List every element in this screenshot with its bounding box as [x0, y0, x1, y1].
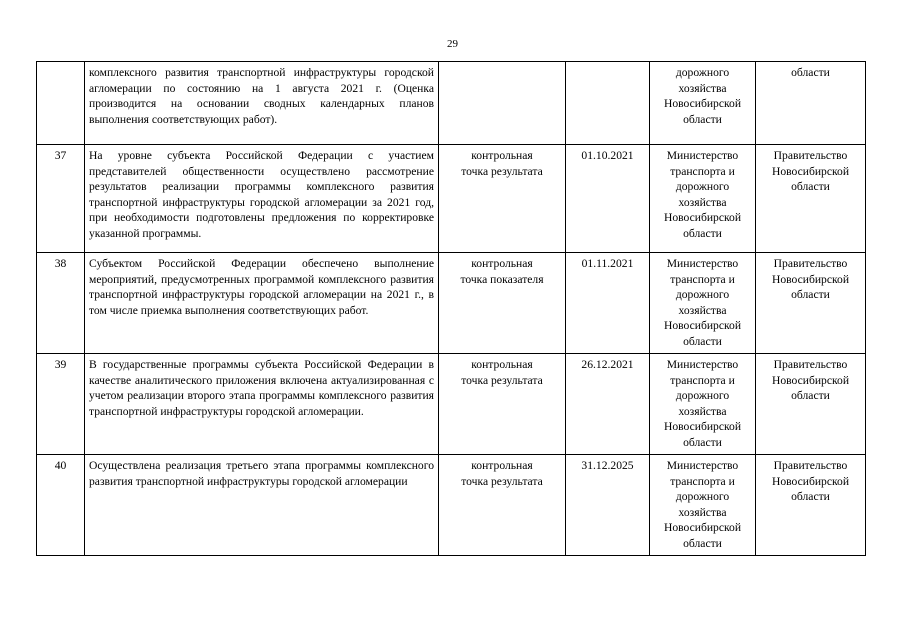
responsible — [756, 354, 866, 455]
checkpoint-type-line: контрольная — [471, 257, 533, 270]
table-row — [37, 455, 866, 556]
executor-line: Новосибирской — [663, 521, 742, 534]
checkpoint-type-line: точка результата — [461, 474, 543, 488]
executor-line: транспорта и — [670, 474, 735, 488]
checkpoint-type — [439, 455, 566, 556]
measure-description: комплексного развития транспортной инфраструктуры городской агломерации по состоянию на 1 августа 2021 г. (Оценка производится на основании сводных календарных планов выполнения соответствующих работ). — [85, 62, 439, 145]
executor-line: области — [683, 536, 722, 550]
executor-line: хозяйства — [678, 195, 727, 209]
due-date: 01.11.2021 — [566, 253, 650, 354]
responsible-line: области — [791, 180, 830, 193]
table-row — [37, 354, 866, 455]
executor-line: Министерство — [666, 459, 739, 472]
responsible-line: области — [791, 66, 830, 79]
responsible-line: Правительство — [773, 149, 848, 162]
executor-line: хозяйства — [678, 81, 727, 95]
responsible-line: Новосибирской — [771, 474, 850, 488]
measure-description: Осуществлена реализация третьего этапа программы комплексного развития транспортной инфраструктуры городской агломерации — [85, 455, 439, 556]
responsible — [756, 253, 866, 354]
executor-line: дорожного — [675, 288, 730, 301]
checkpoint-type — [439, 145, 566, 253]
checkpoint-type-line: контрольная — [471, 459, 533, 472]
checkpoint-type-line: точка показателя — [460, 272, 544, 286]
executor-line: Министерство — [666, 358, 739, 371]
measure-description: На уровне субъекта Российской Федерации с участием представителей общественности осуществлено рассмотрение результатов реализации программы комплексного развития транспортной инфраструктуры городской агломерации за 2021 год, при необходимости подготовлены предложения по корректировке указанной программы. — [85, 145, 439, 253]
executor — [650, 354, 756, 455]
executor-line: Министерство — [666, 257, 739, 270]
due-date: 26.12.2021 — [566, 354, 650, 455]
executor-line: Новосибирской — [663, 420, 742, 433]
executor-line: транспорта и — [670, 272, 735, 286]
responsible — [756, 145, 866, 253]
executor-line: хозяйства — [678, 505, 727, 519]
row-number: 40 — [37, 455, 85, 556]
executor — [650, 145, 756, 253]
row-number: 37 — [37, 145, 85, 253]
responsible-line: Правительство — [773, 459, 848, 472]
executor-line: дорожного — [675, 490, 730, 503]
row-number: 38 — [37, 253, 85, 354]
executor — [650, 455, 756, 556]
responsible-line: области — [791, 490, 830, 503]
checkpoint-type — [439, 62, 566, 145]
page-number: 29 — [447, 38, 458, 50]
executor-line: транспорта и — [670, 373, 735, 387]
responsible-line: Новосибирской — [771, 373, 850, 387]
measures-table — [36, 61, 866, 556]
due-date: 01.10.2021 — [566, 145, 650, 253]
executor-line: области — [683, 334, 722, 348]
due-date: 31.12.2025 — [566, 455, 650, 556]
executor-line: дорожного — [675, 389, 730, 402]
table-row — [37, 253, 866, 354]
responsible — [756, 455, 866, 556]
responsible-line: Новосибирской — [771, 272, 850, 286]
executor-line: хозяйства — [678, 404, 727, 418]
executor — [650, 253, 756, 354]
executor-line: транспорта и — [670, 164, 735, 178]
checkpoint-type-line: контрольная — [471, 358, 533, 371]
checkpoint-type-line: контрольная — [471, 149, 533, 162]
executor-line: дорожного — [675, 66, 730, 79]
executor-line: хозяйства — [678, 303, 727, 317]
responsible-line: области — [791, 288, 830, 301]
checkpoint-type — [439, 253, 566, 354]
executor-line: Новосибирской — [663, 319, 742, 332]
executor-line: Новосибирской — [663, 211, 742, 224]
responsible-line: Новосибирской — [771, 164, 850, 178]
measure-description: Субъектом Российской Федерации обеспечено выполнение мероприятий, предусмотренных программой комплексного развития транспортной инфраструктуры городской агломерации на 2021 г., в том числе приемка выполнения соответствующих работ. — [85, 253, 439, 354]
due-date — [566, 62, 650, 145]
row-number — [37, 62, 85, 145]
executor-line: Министерство — [666, 149, 739, 162]
responsible-line: Правительство — [773, 257, 848, 270]
table-row — [37, 145, 866, 253]
executor-line: дорожного — [675, 180, 730, 193]
executor-line: Новосибирской — [663, 97, 742, 110]
executor — [650, 62, 756, 145]
responsible — [756, 62, 866, 145]
checkpoint-type — [439, 354, 566, 455]
responsible-line: Правительство — [773, 358, 848, 371]
measure-description: В государственные программы субъекта Российской Федерации в качестве аналитического приложения включена актуализированная с учетом реализации второго этапа программы комплексного развития транспортной инфраструктуры городской агломерации. — [85, 354, 439, 455]
executor-line: области — [683, 112, 722, 126]
checkpoint-type-line: точка результата — [461, 164, 543, 178]
row-number: 39 — [37, 354, 85, 455]
table-row — [37, 62, 866, 145]
responsible-line: области — [791, 389, 830, 402]
checkpoint-type-line: точка результата — [461, 373, 543, 387]
executor-line: области — [683, 435, 722, 449]
executor-line: области — [683, 226, 722, 240]
